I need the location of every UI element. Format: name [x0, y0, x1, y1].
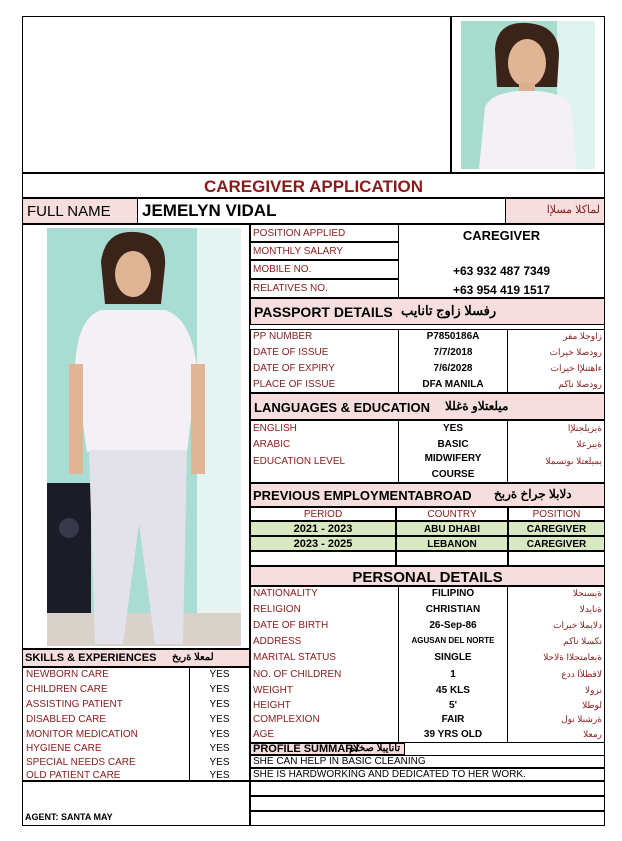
skill-assisting-patient-label: ASSISTING PATIENT	[26, 699, 123, 710]
skill-hygiene-care-value: YES	[209, 743, 230, 754]
full-name-ar-cell	[505, 198, 605, 224]
skill-monitor-medication-label: MONITOR MEDICATION	[26, 729, 138, 740]
religion-value: CHRISTIAN	[425, 604, 481, 615]
arabic-label: ARABIC	[253, 439, 291, 450]
profile-line-1	[250, 755, 605, 768]
employment-row-2-position	[508, 536, 605, 551]
date-of-expiry-ar: ءاهتنلإا خيرات	[550, 363, 602, 373]
employment-col-period	[250, 507, 396, 521]
employment-row-1-period-value: 2021 - 2023	[293, 523, 353, 535]
education-level-ar: يميلعتلا ىوتسملا	[545, 456, 602, 466]
skill-assisting-patient-value: YES	[209, 699, 230, 710]
marital-status-ar: ةيعامتجلاا ةلاحلا	[543, 652, 602, 662]
relatives-label: RELATIVES NO.	[253, 283, 328, 294]
employment-header-label: PREVIOUS EMPLOYMENTABROAD	[253, 488, 472, 503]
skill-hygiene-care-label: HYGIENE CARE	[26, 743, 102, 754]
weight-ar: نزولا	[585, 685, 602, 695]
full-name-label: FULL NAME	[27, 203, 111, 220]
address-ar: نكسلا ناكم	[563, 636, 602, 646]
age-value: 39 YRS OLD	[423, 729, 483, 740]
date-of-issue-value: 7/7/2018	[433, 347, 473, 358]
profile-header	[250, 743, 405, 755]
passport-header-ar: رفسلا زاوج تانايب	[401, 303, 497, 318]
nationality-label: NATIONALITY	[253, 588, 318, 599]
date-of-issue-label: DATE OF ISSUE	[253, 347, 329, 358]
headshot-photo-figure	[461, 21, 595, 169]
employment-col-position-label: POSITION	[532, 509, 581, 520]
date-of-birth-ar: دلايملا خيرات	[553, 620, 602, 630]
title-bar	[22, 173, 605, 198]
complexion-value: FAIR	[441, 714, 465, 725]
passport-header-label: PASSPORT DETAILS	[254, 304, 393, 320]
employment-col-position	[508, 507, 605, 521]
employment-row-2-country	[396, 536, 508, 551]
employment-row-3-country	[396, 551, 508, 566]
skill-children-care-label: CHILDREN CARE	[26, 684, 108, 695]
relatives-value: +63 954 419 1517	[452, 283, 551, 297]
children-value: 1	[450, 669, 456, 680]
nationality-ar: ةيسنجلا	[572, 588, 602, 598]
marital-status-value: SINGLE	[434, 652, 472, 663]
employment-row-1-position	[508, 521, 605, 536]
marital-status-label: MARITAL STATUS	[253, 652, 336, 663]
full-body-photo-figure	[47, 228, 241, 646]
height-ar: لوطلا	[582, 700, 602, 710]
full-name-ar-label: لماكلا مسلإا	[546, 204, 600, 216]
employment-row-1-country-value: ABU DHABI	[423, 524, 481, 535]
employment-row-2-period-value: 2023 - 2025	[293, 538, 353, 550]
date-of-issue-ar: رودصلا خيرات	[549, 347, 602, 357]
employment-row-2-country-value: LEBANON	[427, 539, 477, 550]
address-value: AGUSAN DEL NORTE	[411, 636, 495, 645]
skill-special-needs-care-label: SPECIAL NEEDS CARE	[26, 757, 136, 768]
place-of-issue-label: PLACE OF ISSUE	[253, 379, 336, 390]
pp-number-value: P7850186A	[426, 331, 480, 342]
profile-header-label: PROFILE SUMMARY	[253, 743, 361, 755]
place-of-issue-ar: رودصلا ناكم	[558, 379, 602, 389]
position-applied-value: CAREGIVER	[462, 228, 541, 243]
position-applied-label: POSITION APPLIED	[253, 228, 346, 239]
complexion-ar: ةرشبلا نول	[561, 714, 602, 724]
religion-label: RELIGION	[253, 604, 301, 615]
employment-row-2-period	[250, 536, 396, 551]
mobile-label: MOBILE NO.	[253, 264, 312, 275]
languages-header	[250, 393, 605, 420]
skill-children-care-value: YES	[209, 684, 230, 695]
skill-disabled-care-value: YES	[209, 714, 230, 725]
employment-row-1-country	[396, 521, 508, 536]
page-title: CAREGIVER APPLICATION	[203, 177, 424, 196]
full-body-photo	[47, 228, 241, 646]
complexion-label: COMPLEXION	[253, 714, 320, 725]
arabic-ar: ةيبرعلا	[576, 439, 602, 449]
skills-header-label: SKILLS & EXPERIENCES	[25, 652, 157, 664]
nationality-value: FILIPINO	[431, 588, 475, 599]
weight-value: 45 KLS	[436, 685, 470, 696]
date-of-birth-label: DATE OF BIRTH	[253, 620, 329, 631]
skills-header	[22, 649, 250, 667]
languages-header-ar: ميلعتلاو ةغللا	[445, 399, 509, 413]
skill-newborn-care-value: YES	[209, 669, 230, 680]
languages-header-label: LANGUAGES & EDUCATION	[254, 400, 430, 415]
headshot-photo	[461, 21, 595, 169]
skill-old-patient-care-label: OLD PATIENT CARE	[26, 770, 121, 781]
full-body-photo-frame	[22, 224, 250, 649]
english-label: ENGLISH	[253, 423, 297, 434]
arabic-value: BASIC	[437, 439, 469, 450]
skill-monitor-medication-value: YES	[209, 729, 230, 740]
pp-number-ar: زاوجلا مقر	[563, 331, 602, 341]
employment-row-1-position-value: CAREGIVER	[526, 524, 587, 535]
weight-label: WEIGHT	[253, 685, 293, 696]
date-of-birth-value: 26-Sep-86	[429, 620, 477, 631]
full-name-value: JEMELYN VIDAL	[142, 201, 277, 220]
mobile-value: +63 932 487 7349	[452, 264, 551, 278]
education-level-value: MIDWIFERY	[424, 453, 482, 464]
address-label: ADDRESS	[253, 636, 302, 647]
employment-row-3-period	[250, 551, 396, 566]
employment-row-2-position-value: CAREGIVER	[526, 539, 587, 550]
profile-line-3	[250, 781, 605, 796]
skills-header-ar: لمعلا ةربخ	[172, 652, 214, 663]
religion-ar: ةنايدلا	[579, 604, 602, 614]
date-of-expiry-value: 7/6/2028	[433, 363, 473, 374]
skill-special-needs-care-value: YES	[209, 757, 230, 768]
age-label: AGE	[253, 729, 275, 740]
profile-line-5	[250, 811, 605, 826]
skill-disabled-care-label: DISABLED CARE	[26, 714, 107, 725]
education-level-value-line2: COURSE	[431, 469, 475, 480]
personal-header-label: PERSONAL DETAILS	[352, 569, 503, 586]
full-name-label-cell	[22, 198, 138, 224]
profile-line-2-text: SHE IS HARDWORKING AND DEDICATED TO HER WORK.	[253, 769, 526, 780]
height-value: 5'	[449, 700, 457, 711]
monthly-salary-label: MONTHLY SALARY	[253, 246, 344, 257]
english-value: YES	[442, 423, 463, 434]
english-ar: ةيزيلجنلإا	[567, 423, 602, 433]
employment-col-period-label: PERIOD	[303, 509, 343, 520]
employment-header-ar: دلابلا جراخ ةربخ	[494, 487, 572, 501]
header-blank-box	[22, 16, 451, 173]
date-of-expiry-label: DATE OF EXPIRY	[253, 363, 335, 374]
children-label: NO. OF CHILDREN	[253, 669, 342, 680]
employment-col-country-label: COUNTRY	[427, 509, 477, 520]
employment-row-1-period	[250, 521, 396, 536]
agent-label: AGENT: SANTA MAY	[25, 812, 113, 822]
age-ar: رمعلا	[583, 729, 602, 739]
skill-old-patient-care-value: YES	[209, 770, 230, 781]
employment-header	[250, 483, 605, 507]
passport-header	[250, 298, 605, 325]
agent-box	[22, 781, 250, 826]
height-label: HEIGHT	[253, 700, 291, 711]
education-level-label: EDUCATION LEVEL	[253, 456, 346, 467]
skill-newborn-care-label: NEWBORN CARE	[26, 669, 109, 680]
headshot-frame	[451, 16, 605, 173]
profile-header-ar: تانايبلا صخلم	[349, 743, 401, 754]
employment-col-country	[396, 507, 508, 521]
profile-line-1-text: SHE CAN HELP IN BASIC CLEANING	[253, 756, 426, 767]
profile-line-4	[250, 796, 605, 811]
pp-number-label: PP NUMBER	[253, 331, 313, 342]
personal-header	[250, 566, 605, 586]
children-ar: لافطلأا ددع	[561, 669, 602, 679]
employment-row-3-position	[508, 551, 605, 566]
place-of-issue-value: DFA MANILA	[422, 379, 484, 390]
profile-line-2	[250, 768, 605, 781]
